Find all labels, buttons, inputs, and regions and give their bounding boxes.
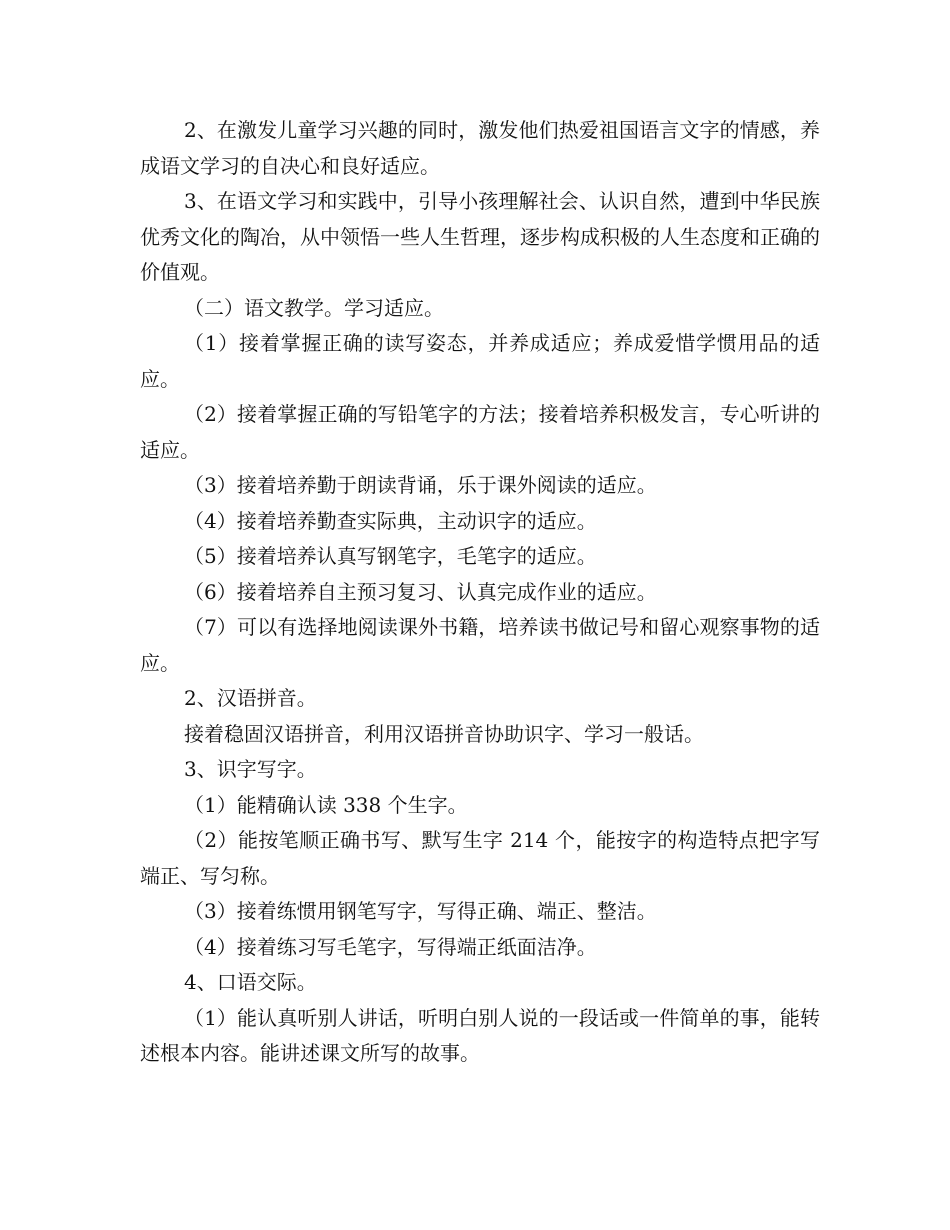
paragraph: 3、在语文学习和实践中，引导小孩理解社会、认识自然，遭到中华民族优秀文化的陶冶，从中领悟一些人生哲理，逐步构成积极的人生态度和正确的价值观。 — [140, 189, 820, 284]
paragraph: 2、在激发儿童学习兴趣的同时，激发他们热爱祖国语言文字的情感，养成语文学习的自决心和良好适应。 — [140, 118, 820, 178]
paragraph: （3）接着培养勤于朗读背诵，乐于课外阅读的适应。 — [184, 473, 657, 497]
paragraph: （6）接着培养自主预习复习、认真完成作业的适应。 — [184, 579, 657, 604]
paragraph: （4）接着培养勤查实际典，主动识字的适应。 — [184, 508, 597, 533]
paragraph: （3）接着练惯用钢笔写字，写得正确、端正、整洁。 — [184, 899, 657, 923]
paragraph: 接着稳固汉语拼音，利用汉语拼音协助识字、学习一般话。 — [184, 721, 704, 746]
paragraph: （1）能精确认读 338 个生字。 — [184, 792, 468, 817]
paragraph: （4）接着练习写毛笔字，写得端正纸面洁净。 — [184, 934, 597, 959]
paragraph: （1）接着掌握正确的读写姿态，并养成适应；养成爱惜学惯用品的适应。 — [140, 331, 820, 391]
document-body — [140, 113, 820, 1072]
section-heading: 4、口语交际。 — [184, 970, 317, 994]
paragraph: （7）可以有选择地阅读课外书籍，培养读书做记号和留心观察事物的适应。 — [140, 615, 820, 675]
section-heading: 3、识字写字。 — [184, 757, 317, 781]
paragraph: （5）接着培养认真写钢笔字，毛笔字的适应。 — [184, 544, 597, 568]
paragraph: （2）接着掌握正确的写铅笔字的方法；接着培养积极发言，专心听讲的适应。 — [140, 402, 820, 462]
paragraph: （2）能按笔顺正确书写、默写生字 214 个，能按字的构造特点把字写端正、写匀称。 — [140, 828, 820, 888]
section-heading: 2、汉语拼音。 — [184, 686, 317, 710]
paragraph: （1）能认真听别人讲话，听明白别人说的一段话或一件简单的事，能转述根本内容。能讲述课文所写的故事。 — [140, 1005, 820, 1065]
section-heading: （二）语文教学。学习适应。 — [184, 295, 444, 320]
